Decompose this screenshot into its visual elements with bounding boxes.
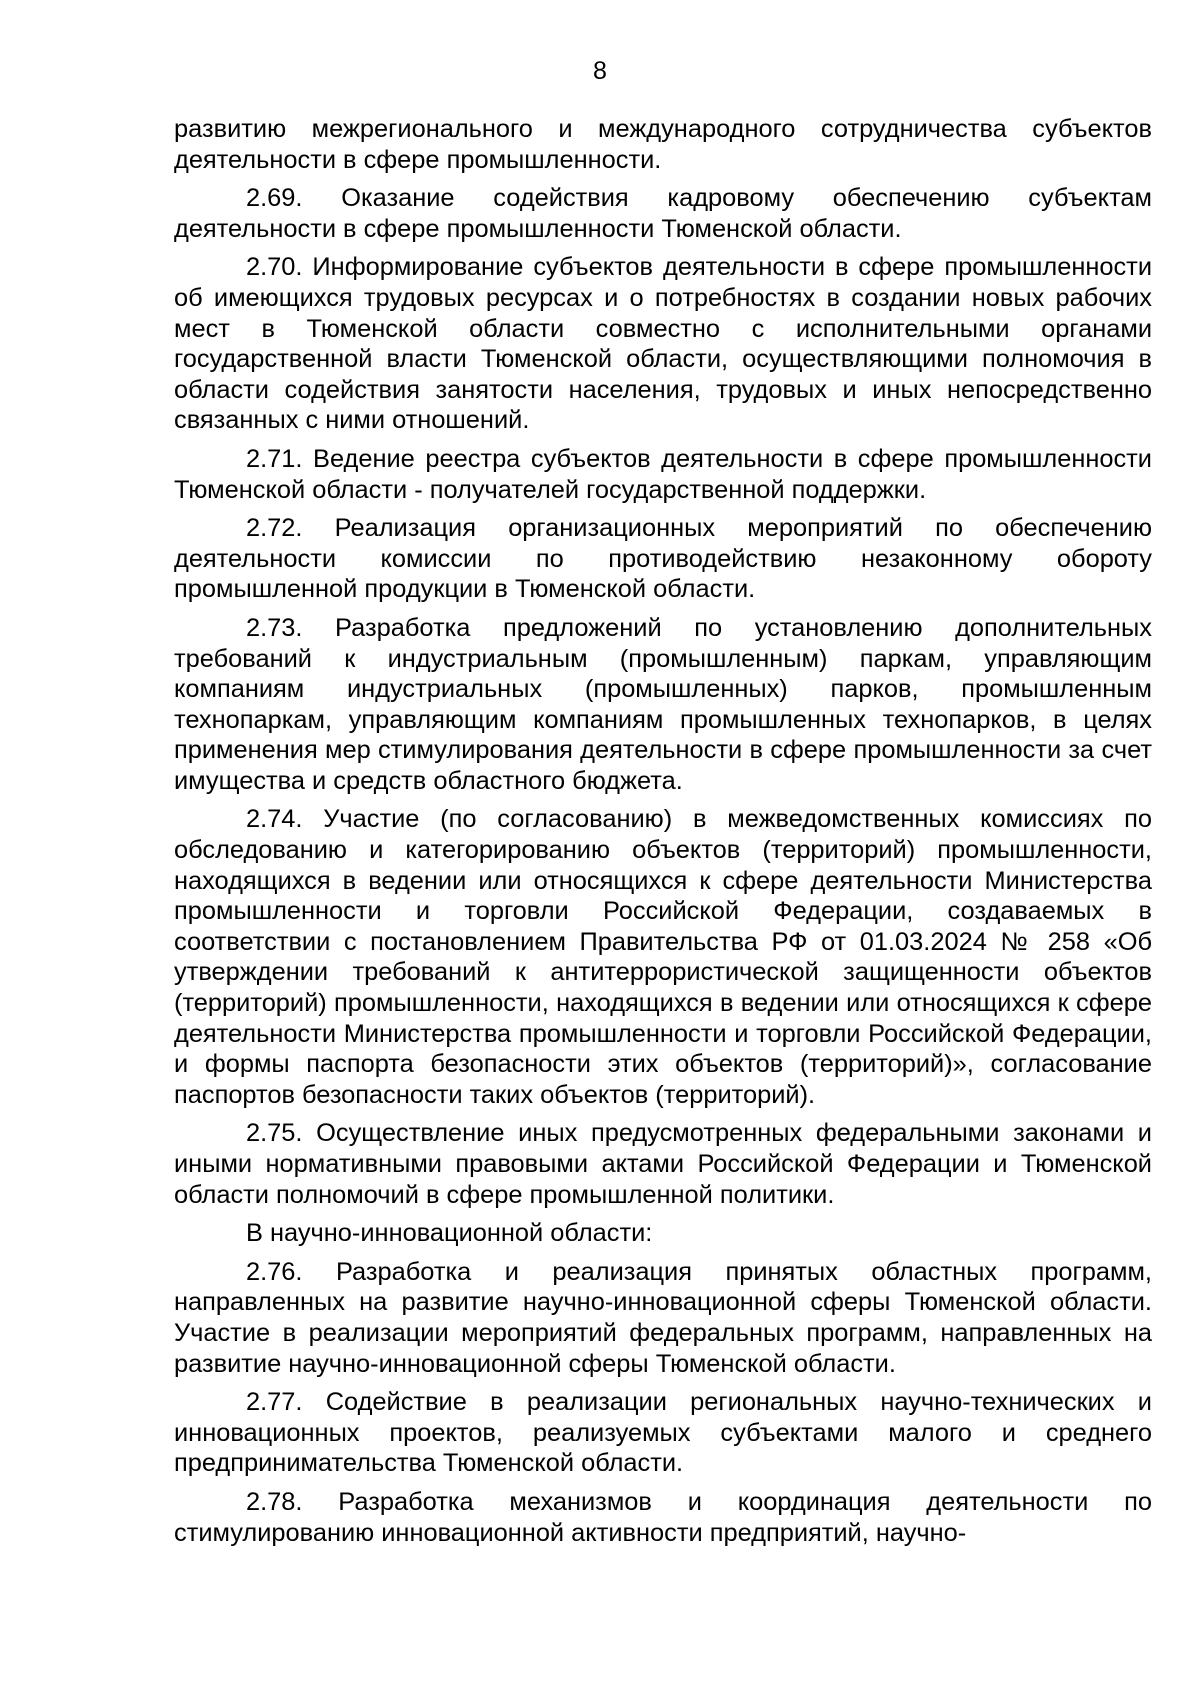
section-heading-science-innovation: В научно-инновационной области: [246, 1219, 653, 1248]
paragraph-2-78: 2.78. Разработка механизмов и координация деятельности по стимулированию инновационной активности предприятий, научно- [174, 1487, 1152, 1547]
paragraph-2-77: 2.77. Содействие в реализации региональных научно-технических и инновационных проектов, реализуемых субъектами малого и среднего предпринимательства Тюменской области. [174, 1388, 1152, 1478]
document-body [174, 114, 1152, 1556]
paragraph-2-76: 2.76. Разработка и реализация принятых областных программ, направленных на развитие научно-инновационной сферы Тюменской области. Участие в реализации мероприятий федеральных программ, направленных на развитие научно-инновационной сферы Тюменской области. [174, 1257, 1152, 1378]
paragraph-2-73: 2.73. Разработка предложений по установлению дополнительных требований к индустриальным (промышленным) паркам, управляющим компаниям индустриальных (промышленных) парков, промышленным технопаркам, управляющим компаниям промышленных технопарков, в целях применения мер стимулирования деятельности в сфере промышленности за счет имущества и средств областного бюджета. [174, 613, 1152, 795]
paragraph-2-74: 2.74. Участие (по согласованию) в межведомственных комиссиях по обследованию и категорированию объектов (территорий) промышленности, находящихся в ведении или относящихся к сфере деятельности Министерства промышленности и торговли Российской Федерации, создаваемых в соответствии с постановлением Правительства РФ от 01.03.2024 № 258 «Об утверждении требований к антитеррористической защищенности объектов (территорий) промышленности, находящихся в ведении или относящихся к сфере деятельности Министерства промышленности и торговли Российской Федерации, и формы паспорта безопасности этих объектов (территорий)», согласование паспортов безопасности таких объектов (территорий). [174, 805, 1152, 1109]
paragraph-2-69: 2.69. Оказание содействия кадровому обеспечению субъектам деятельности в сфере промышленности Тюменской области. [174, 184, 1152, 243]
paragraph-continuation: развитию межрегионального и международного сотрудничества субъектов деятельности в сфере промышленности. [174, 115, 1152, 174]
paragraph-2-70: 2.70. Информирование субъектов деятельности в сфере промышленности об имеющихся трудовых ресурсах и о потребностях в создании новых рабочих мест в Тюменской области совместно с исполнительными органами государственной власти Тюменской области, осуществляющими полномочия в области содействия занятости населения, трудовых и иных непосредственно связанных с ними отношений. [174, 253, 1152, 435]
page-number: 8 [593, 57, 607, 85]
paragraph-2-72: 2.72. Реализация организационных мероприятий по обеспечению деятельности комиссии по противодействию незаконному обороту промышленной продукции в Тюменской области. [174, 514, 1152, 604]
paragraph-2-75: 2.75. Осуществление иных предусмотренных федеральными законами и иными нормативными правовыми актами Российской Федерации и Тюменской области полномочий в сфере промышленной политики. [174, 1119, 1152, 1209]
paragraph-2-71: 2.71. Ведение реестра субъектов деятельности в сфере промышленности Тюменской области - получателей государственной поддержки. [174, 444, 1152, 504]
